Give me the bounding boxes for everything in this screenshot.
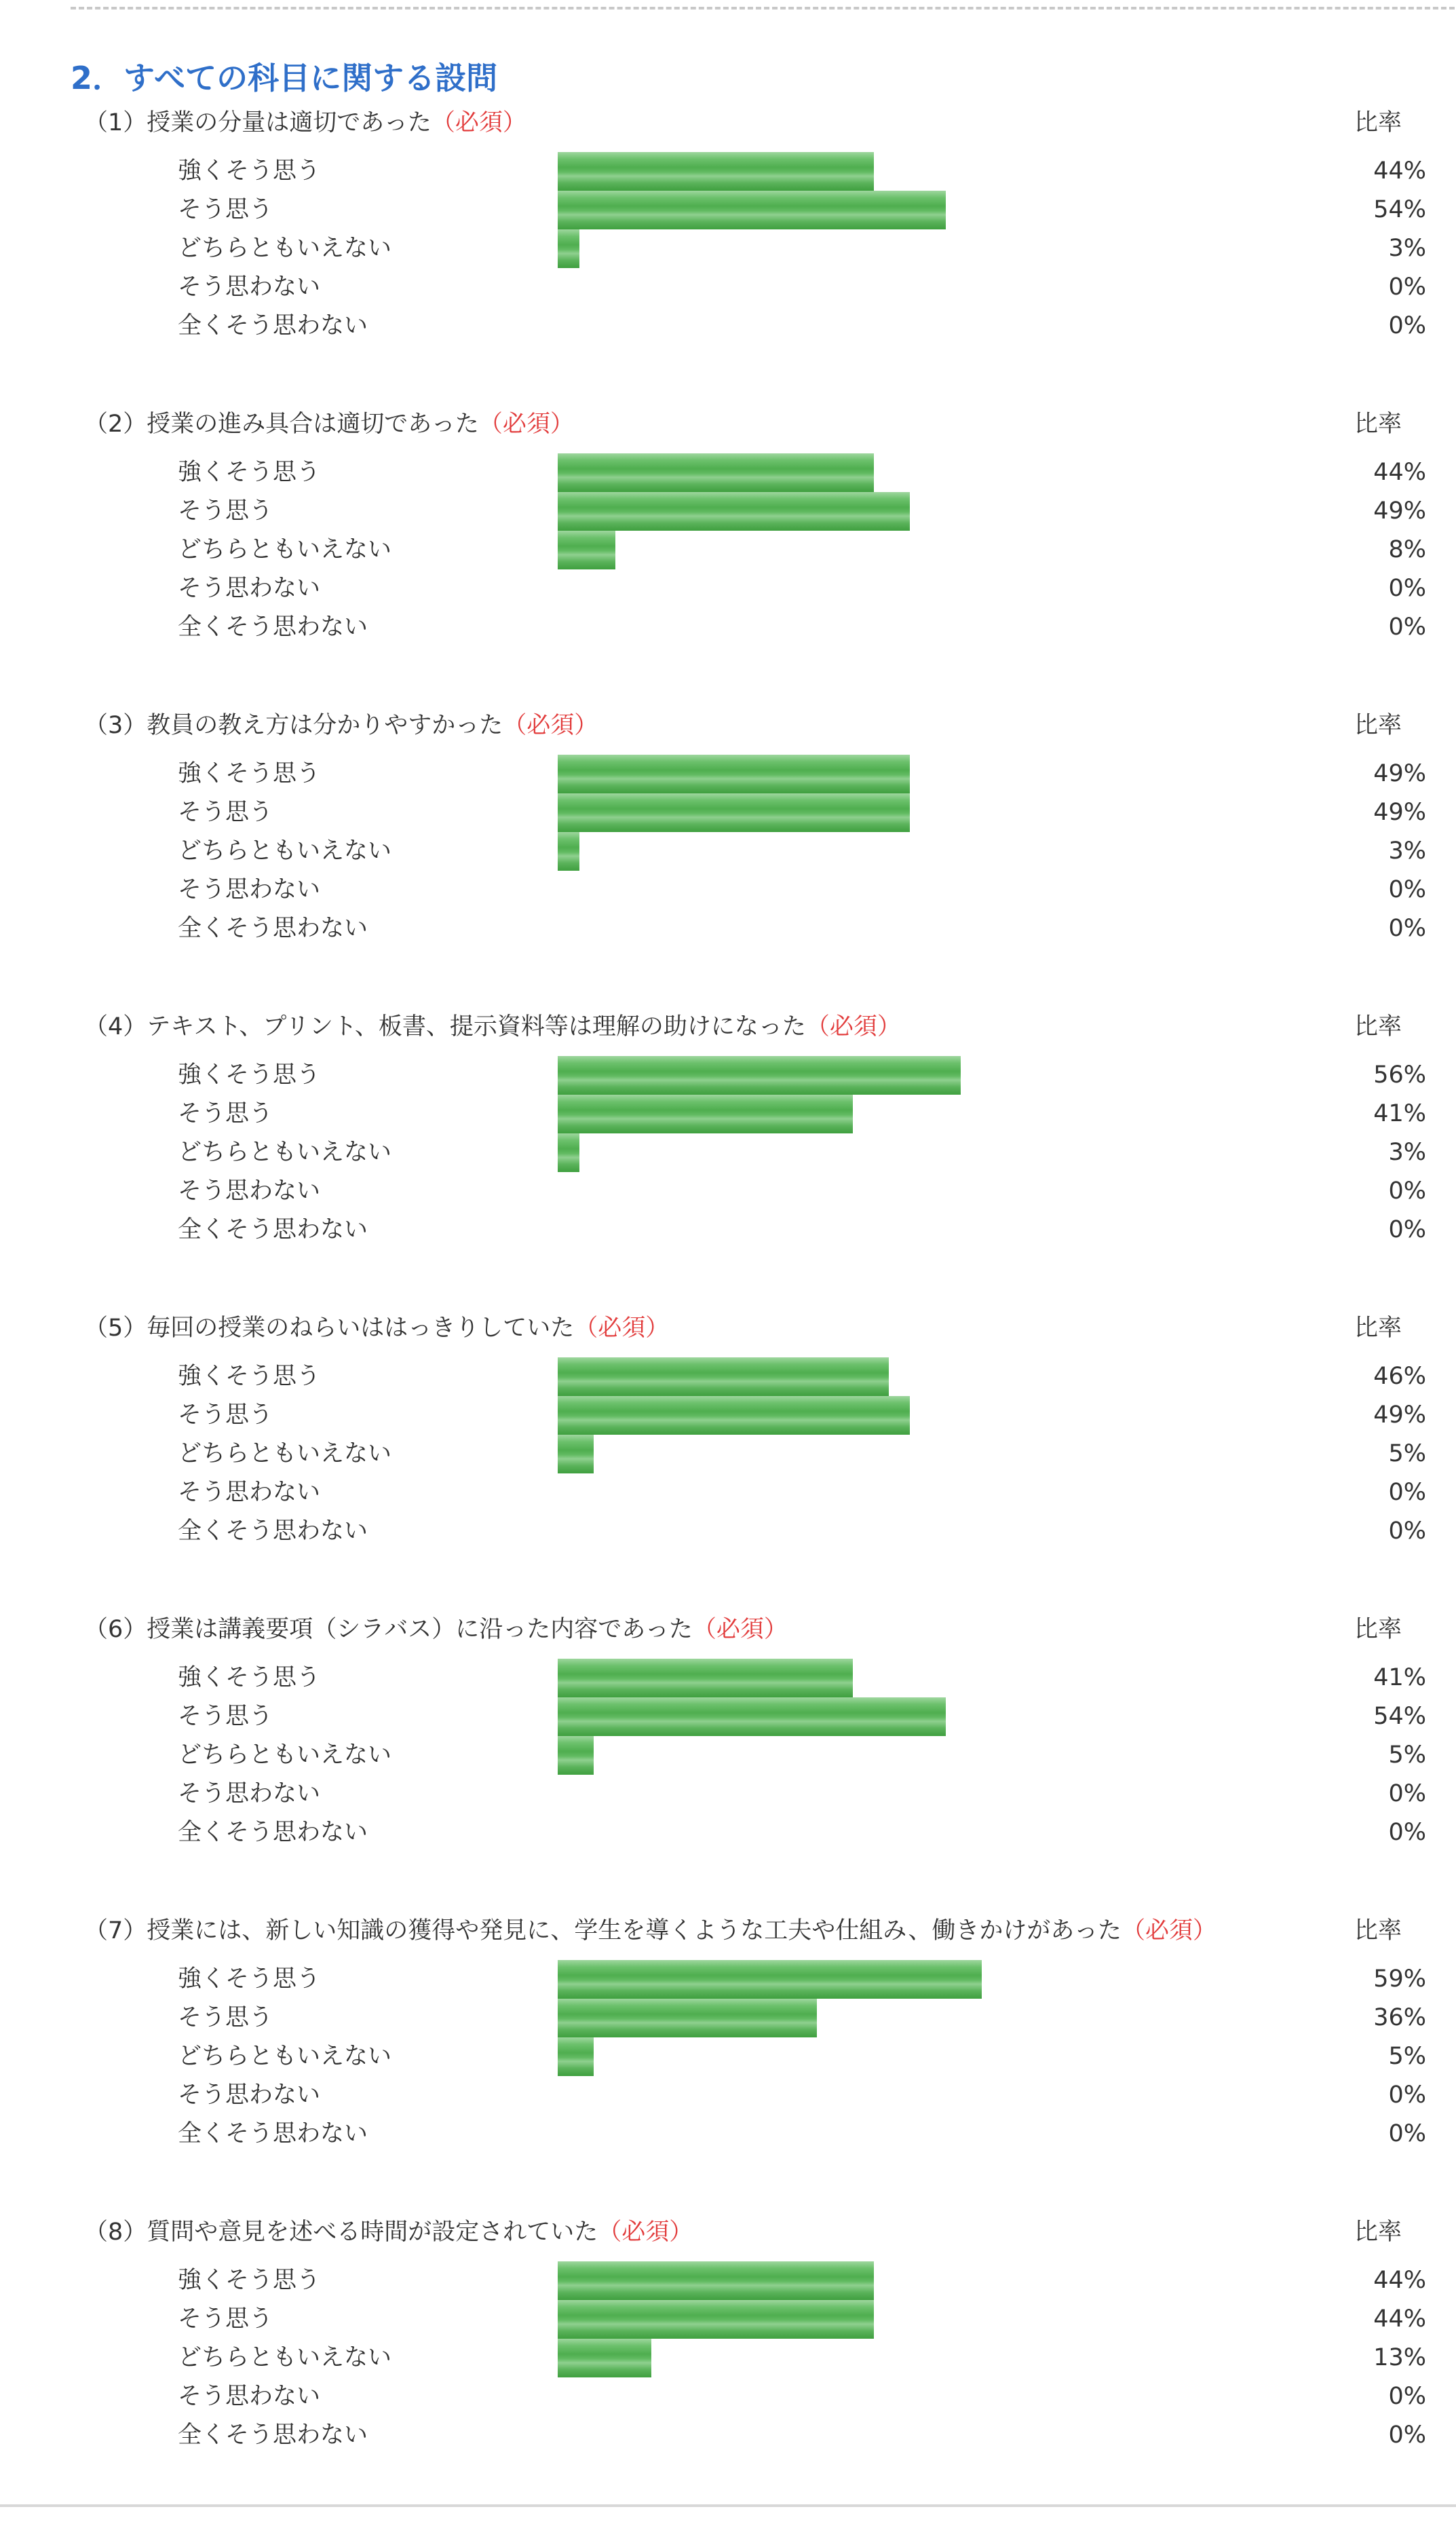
answer-label: そう思う	[178, 1100, 273, 1127]
question-text: （7）授業には、新しい知識の獲得や発見に、学生を導くような工夫や仕組み、働きかけがあった	[84, 1917, 1122, 1944]
ratio-value: 3%	[1388, 837, 1426, 865]
bar-track	[558, 1813, 1236, 1852]
answer-label: どちらともいえない	[178, 536, 392, 563]
answer-label: どちらともいえない	[178, 1139, 392, 1166]
answer-label: そう思う	[178, 196, 273, 223]
ratio-bar	[558, 793, 910, 832]
top-divider	[71, 7, 1455, 10]
answer-label: 強くそう思う	[178, 2267, 321, 2294]
answer-row	[0, 755, 1456, 793]
ratio-column-header: 比率	[1354, 1315, 1402, 1342]
answer-row	[0, 1473, 1456, 1512]
answer-row	[0, 2416, 1456, 2455]
ratio-value: 0%	[1388, 1178, 1426, 1205]
question-title	[84, 1613, 788, 1646]
bar-track	[558, 755, 1236, 793]
answer-row	[0, 531, 1456, 569]
question-text: （8）質問や意見を述べる時間が設定されていた	[84, 2219, 598, 2246]
bar-track	[558, 2037, 1236, 2076]
answer-row	[0, 2261, 1456, 2300]
ratio-value: 41%	[1373, 1100, 1426, 1127]
ratio-value: 3%	[1388, 1139, 1426, 1166]
bar-track	[558, 2377, 1236, 2416]
required-badge: （必須）	[574, 1315, 670, 1342]
question-text: （5）毎回の授業のねらいははっきりしていた	[84, 1315, 575, 1342]
ratio-bar	[558, 2300, 874, 2339]
question-text: （3）教員の教え方は分かりやすかった	[84, 712, 503, 739]
ratio-value: 49%	[1373, 1401, 1426, 1429]
required-badge: （必須）	[692, 1616, 788, 1643]
bar-track	[558, 1736, 1236, 1775]
bar-track	[558, 2339, 1236, 2377]
ratio-value: 49%	[1373, 760, 1426, 787]
bar-track	[558, 152, 1236, 191]
ratio-bar	[558, 1960, 982, 1999]
answer-label: そう思う	[178, 2305, 273, 2333]
ratio-bar	[558, 1095, 853, 1133]
answer-row	[0, 2115, 1456, 2153]
bar-track	[558, 229, 1236, 268]
ratio-bar	[558, 2339, 651, 2377]
bar-track	[558, 569, 1236, 608]
bar-track	[558, 871, 1236, 909]
question-block	[0, 1914, 1456, 2199]
ratio-value: 5%	[1388, 1440, 1426, 1467]
bar-track	[558, 1775, 1236, 1813]
answer-row	[0, 1095, 1456, 1133]
answer-label: 全くそう思わない	[178, 2422, 368, 2449]
question-title	[84, 1914, 1216, 1948]
answer-row	[0, 1960, 1456, 1999]
ratio-column-header: 比率	[1354, 2219, 1402, 2246]
ratio-column-header: 比率	[1354, 1013, 1402, 1040]
bar-track	[558, 2416, 1236, 2455]
ratio-bar	[558, 1056, 961, 1095]
answer-label: そう思わない	[178, 1780, 321, 1807]
question-block	[0, 709, 1456, 994]
bar-track	[558, 307, 1236, 345]
ratio-value: 49%	[1373, 497, 1426, 525]
ratio-value: 54%	[1373, 196, 1426, 223]
bar-track	[558, 909, 1236, 948]
answer-label: 全くそう思わない	[178, 915, 368, 942]
ratio-bar	[558, 492, 910, 531]
ratio-value: 41%	[1373, 1664, 1426, 1691]
answer-row	[0, 2339, 1456, 2377]
ratio-value: 49%	[1373, 799, 1426, 826]
bar-track	[558, 608, 1236, 647]
ratio-bar	[558, 229, 579, 268]
bar-track	[558, 1512, 1236, 1551]
ratio-value: 44%	[1373, 459, 1426, 486]
ratio-value: 0%	[1388, 1518, 1426, 1545]
ratio-value: 0%	[1388, 614, 1426, 641]
ratio-value: 44%	[1373, 2267, 1426, 2294]
answer-row	[0, 2037, 1456, 2076]
answer-row	[0, 1211, 1456, 1249]
bar-track	[558, 531, 1236, 569]
bar-track	[558, 1473, 1236, 1512]
question-text: （1）授業の分量は適切であった	[84, 109, 432, 136]
bar-track	[558, 2261, 1236, 2300]
bar-track	[558, 1659, 1236, 1697]
question-block	[0, 2215, 1456, 2500]
answer-label: 強くそう思う	[178, 157, 321, 185]
ratio-bar	[558, 2037, 594, 2076]
answer-label: 全くそう思わない	[178, 1518, 368, 1545]
question-title	[84, 407, 574, 441]
bar-track	[558, 1697, 1236, 1736]
ratio-value: 44%	[1373, 2305, 1426, 2333]
answer-label: 強くそう思う	[178, 1061, 321, 1089]
ratio-bar	[558, 1659, 853, 1697]
ratio-value: 0%	[1388, 2383, 1426, 2410]
answer-row	[0, 2377, 1456, 2416]
bar-track	[558, 1960, 1236, 1999]
required-badge: （必須）	[431, 109, 526, 136]
question-title	[84, 709, 598, 742]
bar-track	[558, 1357, 1236, 1396]
bar-track	[558, 1396, 1236, 1435]
ratio-value: 13%	[1373, 2344, 1426, 2371]
ratio-value: 3%	[1388, 235, 1426, 262]
answer-label: そう思わない	[178, 2082, 321, 2109]
answer-label: そう思う	[178, 799, 273, 826]
answer-label: そう思う	[178, 1703, 273, 1730]
answer-label: どちらともいえない	[178, 837, 392, 865]
ratio-value: 0%	[1388, 2120, 1426, 2147]
answer-row	[0, 268, 1456, 307]
answer-row	[0, 307, 1456, 345]
question-title	[84, 106, 526, 140]
answer-label: どちらともいえない	[178, 235, 392, 262]
question-block	[0, 106, 1456, 391]
required-badge: （必須）	[503, 712, 598, 739]
ratio-bar	[558, 832, 579, 871]
ratio-value: 0%	[1388, 876, 1426, 903]
bar-track	[558, 191, 1236, 229]
answer-row	[0, 1736, 1456, 1775]
answer-row	[0, 152, 1456, 191]
ratio-value: 0%	[1388, 2422, 1426, 2449]
bar-track	[558, 268, 1236, 307]
bar-track	[558, 832, 1236, 871]
ratio-bar	[558, 1396, 910, 1435]
bar-track	[558, 2300, 1236, 2339]
ratio-value: 56%	[1373, 1061, 1426, 1089]
answer-row	[0, 1172, 1456, 1211]
ratio-bar	[558, 1999, 817, 2037]
bar-track	[558, 1211, 1236, 1249]
ratio-bar	[558, 531, 615, 569]
ratio-value: 0%	[1388, 1819, 1426, 1846]
answer-row	[0, 832, 1456, 871]
answer-label: 強くそう思う	[178, 459, 321, 486]
ratio-column-header: 比率	[1354, 1917, 1402, 1944]
required-badge: （必須）	[478, 411, 574, 438]
answer-label: そう思う	[178, 2004, 273, 2031]
ratio-value: 0%	[1388, 575, 1426, 602]
bar-track	[558, 453, 1236, 492]
bar-track	[558, 1056, 1236, 1095]
answer-row	[0, 1999, 1456, 2037]
answer-label: そう思わない	[178, 1178, 321, 1205]
bar-track	[558, 793, 1236, 832]
answer-label: 全くそう思わない	[178, 2120, 368, 2147]
ratio-column-header: 比率	[1354, 1616, 1402, 1643]
answer-row	[0, 453, 1456, 492]
answer-label: どちらともいえない	[178, 1741, 392, 1769]
answer-row	[0, 2300, 1456, 2339]
bar-track	[558, 1095, 1236, 1133]
required-badge: （必須）	[598, 2219, 693, 2246]
answer-row	[0, 793, 1456, 832]
question-title	[84, 1311, 669, 1345]
question-block	[0, 1613, 1456, 1898]
ratio-value: 44%	[1373, 157, 1426, 185]
bar-track	[558, 2115, 1236, 2153]
ratio-value: 0%	[1388, 312, 1426, 339]
question-text: （6）授業は講義要項（シラバス）に沿った内容であった	[84, 1616, 693, 1643]
ratio-bar	[558, 1435, 594, 1473]
bar-track	[558, 492, 1236, 531]
answer-row	[0, 492, 1456, 531]
ratio-value: 0%	[1388, 1479, 1426, 1506]
answer-label: 強くそう思う	[178, 1664, 321, 1691]
answer-label: 強くそう思う	[178, 1965, 321, 1993]
ratio-value: 46%	[1373, 1363, 1426, 1390]
ratio-bar	[558, 1697, 946, 1736]
answer-row	[0, 871, 1456, 909]
ratio-bar	[558, 755, 910, 793]
answer-label: 全くそう思わない	[178, 312, 368, 339]
section-title: 2．すべての科目に関する設問	[71, 60, 498, 96]
ratio-value: 59%	[1373, 1965, 1426, 1993]
answer-row	[0, 191, 1456, 229]
required-badge: （必須）	[1122, 1917, 1217, 1944]
question-block	[0, 1311, 1456, 1596]
answer-row	[0, 1697, 1456, 1736]
answer-label: そう思わない	[178, 1479, 321, 1506]
ratio-bar	[558, 1736, 594, 1775]
ratio-bar	[558, 453, 874, 492]
ratio-value: 0%	[1388, 274, 1426, 301]
answer-row	[0, 569, 1456, 608]
ratio-column-header: 比率	[1354, 712, 1402, 739]
answer-label: 全くそう思わない	[178, 1819, 368, 1846]
answer-row	[0, 1659, 1456, 1697]
question-title	[84, 2215, 693, 2249]
bottom-divider	[0, 2504, 1456, 2507]
ratio-value: 54%	[1373, 1703, 1426, 1730]
answer-row	[0, 909, 1456, 948]
ratio-bar	[558, 1133, 579, 1172]
answer-label: どちらともいえない	[178, 2344, 392, 2371]
ratio-value: 36%	[1373, 2004, 1426, 2031]
ratio-bar	[558, 152, 874, 191]
ratio-value: 0%	[1388, 915, 1426, 942]
answer-label: そう思う	[178, 1401, 273, 1429]
answer-row	[0, 229, 1456, 268]
ratio-column-header: 比率	[1354, 109, 1402, 136]
answer-label: 強くそう思う	[178, 760, 321, 787]
answer-row	[0, 1396, 1456, 1435]
answer-row	[0, 1056, 1456, 1095]
ratio-bar	[558, 1357, 889, 1396]
ratio-value: 5%	[1388, 1741, 1426, 1769]
question-block	[0, 1010, 1456, 1295]
question-block	[0, 407, 1456, 692]
answer-label: そう思わない	[178, 876, 321, 903]
answer-row	[0, 1435, 1456, 1473]
bar-track	[558, 1133, 1236, 1172]
answer-row	[0, 1357, 1456, 1396]
answer-label: そう思わない	[178, 2383, 321, 2410]
ratio-value: 0%	[1388, 2082, 1426, 2109]
answer-row	[0, 608, 1456, 647]
bar-track	[558, 2076, 1236, 2115]
answer-label: 強くそう思う	[178, 1363, 321, 1390]
answer-label: 全くそう思わない	[178, 1216, 368, 1243]
bar-track	[558, 1172, 1236, 1211]
ratio-value: 5%	[1388, 2043, 1426, 2070]
answer-row	[0, 1775, 1456, 1813]
question-text: （4）テキスト、プリント、板書、提示資料等は理解の助けになった	[84, 1013, 806, 1040]
ratio-column-header: 比率	[1354, 411, 1402, 438]
ratio-bar	[558, 191, 946, 229]
question-title	[84, 1010, 901, 1044]
ratio-value: 8%	[1388, 536, 1426, 563]
bar-track	[558, 1999, 1236, 2037]
answer-label: 全くそう思わない	[178, 614, 368, 641]
answer-label: そう思う	[178, 497, 273, 525]
ratio-value: 0%	[1388, 1780, 1426, 1807]
answer-label: どちらともいえない	[178, 1440, 392, 1467]
required-badge: （必須）	[805, 1013, 901, 1040]
question-text: （2）授業の進み具合は適切であった	[84, 411, 479, 438]
ratio-bar	[558, 2261, 874, 2300]
answer-label: どちらともいえない	[178, 2043, 392, 2070]
answer-row	[0, 2076, 1456, 2115]
answer-label: そう思わない	[178, 274, 321, 301]
answer-label: そう思わない	[178, 575, 321, 602]
answer-row	[0, 1133, 1456, 1172]
ratio-value: 0%	[1388, 1216, 1426, 1243]
answer-row	[0, 1512, 1456, 1551]
bar-track	[558, 1435, 1236, 1473]
answer-row	[0, 1813, 1456, 1852]
